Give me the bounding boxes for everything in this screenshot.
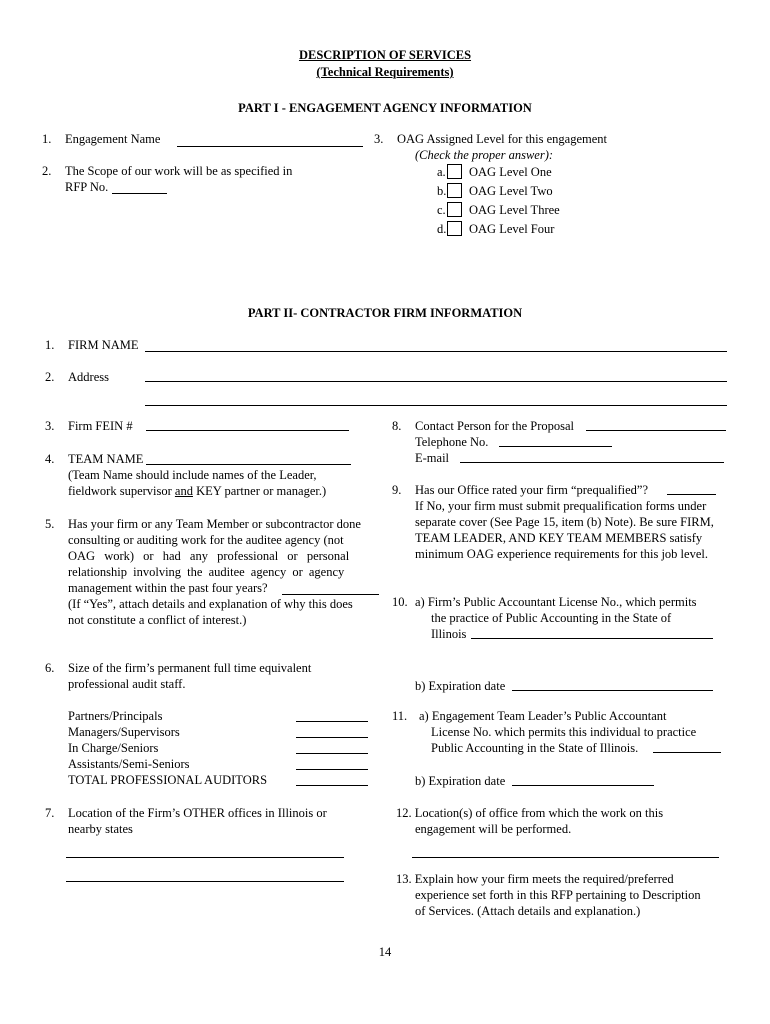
page-subtitle: (Technical Requirements) [316, 65, 454, 79]
contact-person-label: Contact Person for the Proposal [415, 419, 575, 433]
staff-row-label: Managers/Supervisors [68, 725, 180, 739]
level-four-checkbox[interactable] [447, 221, 462, 236]
q9-number: 9. [392, 483, 402, 497]
q10-number: 10. [392, 595, 408, 609]
level-one-checkbox[interactable] [447, 164, 462, 179]
option-c-letter: c. [437, 203, 446, 217]
team-number: 4. [45, 452, 55, 466]
q5-line: Has your firm or any Team Member or subcontractor done [68, 517, 361, 531]
option-d-label: OAG Level Four [469, 222, 555, 236]
prequalified-answer-field[interactable] [667, 494, 716, 495]
q2-line2: RFP No. [65, 180, 109, 194]
fein-label: Firm FEIN # [68, 419, 133, 433]
option-c-label: OAG Level Three [469, 203, 560, 217]
part2-heading: PART II- CONTRACTOR FIRM INFORMATION [247, 306, 523, 320]
q3-number: 3. [374, 132, 384, 146]
q10-line1: a) Firm’s Public Accountant License No., which permits [415, 595, 697, 609]
q9-line1: Has our Office rated your firm “prequalified”? [415, 483, 648, 497]
team-note-line2: fieldwork supervisor and KEY partner or manager.) [68, 484, 327, 498]
q5-line: (If “Yes”, attach details and explanation of why this does [68, 597, 353, 611]
telephone-label: Telephone No. [415, 435, 489, 449]
rfp-number-field[interactable] [112, 193, 167, 194]
fein-field[interactable] [146, 430, 349, 431]
q8-number: 8. [392, 419, 402, 433]
contact-person-field[interactable] [586, 430, 726, 431]
q12-line2: engagement will be performed. [415, 822, 572, 836]
address-number: 2. [45, 370, 55, 384]
q11-line3: Public Accounting in the State of Illinois. [431, 741, 639, 755]
work-office-location-field[interactable] [412, 857, 719, 858]
staff-count-field[interactable] [296, 753, 368, 754]
q5-line: not constitute a conflict of interest.) [68, 613, 247, 627]
firm-name-field[interactable] [145, 351, 727, 352]
option-b-letter: b. [437, 184, 447, 198]
firm-name-number: 1. [45, 338, 55, 352]
q7-line2: nearby states [68, 822, 133, 836]
level-two-checkbox[interactable] [447, 183, 462, 198]
q13-line3: of Services. (Attach details and explanation.) [415, 904, 641, 918]
email-label: E-mail [415, 451, 450, 465]
q5-line: consulting or auditing work for the auditee agency (not [68, 533, 344, 547]
leader-license-expiration-field[interactable] [512, 785, 654, 786]
fein-number: 3. [45, 419, 55, 433]
q10-expiration-label: b) Expiration date [415, 679, 506, 693]
staff-row-label: In Charge/Seniors [68, 741, 159, 755]
q2-line1: The Scope of our work will be as specified in [65, 164, 293, 178]
q5-line: OAG work) or had any professional or personal [68, 549, 350, 563]
leader-license-field[interactable] [653, 752, 721, 753]
firm-name-label: FIRM NAME [68, 338, 139, 352]
q9-line: TEAM LEADER, AND KEY TEAM MEMBERS satisfy [415, 531, 703, 545]
staff-row-label: Partners/Principals [68, 709, 163, 723]
q10-line2: the practice of Public Accounting in the State of [431, 611, 672, 625]
q11-line1: a) Engagement Team Leader’s Public Accountant [419, 709, 667, 723]
address-field-line2[interactable] [145, 405, 727, 406]
address-field-line1[interactable] [145, 381, 727, 382]
option-d-letter: d. [437, 222, 447, 236]
address-label: Address [68, 370, 109, 384]
option-a-letter: a. [437, 165, 446, 179]
q13-line1: 13. Explain how your firm meets the required/preferred [396, 872, 674, 886]
q10-line3: Illinois [431, 627, 467, 641]
firm-license-field[interactable] [471, 638, 713, 639]
q11-expiration-label: b) Expiration date [415, 774, 506, 788]
staff-count-field[interactable] [296, 737, 368, 738]
other-offices-field-line1[interactable] [66, 857, 344, 858]
option-b-label: OAG Level Two [469, 184, 553, 198]
q5-line: management within the past four years? [68, 581, 268, 595]
option-a-label: OAG Level One [469, 165, 552, 179]
q3-note: (Check the proper answer): [415, 148, 554, 162]
q5-line: relationship involving the auditee agency or agency [68, 565, 345, 579]
q3-label: OAG Assigned Level for this engagement [397, 132, 608, 146]
telephone-field[interactable] [499, 446, 612, 447]
staff-row-label: TOTAL PROFESSIONAL AUDITORS [68, 773, 268, 787]
staff-count-field[interactable] [296, 769, 368, 770]
q9-line: separate cover (See Page 15, item (b) Note). Be sure FIRM, [415, 515, 714, 529]
q6-line2: professional audit staff. [68, 677, 186, 691]
staff-count-field[interactable] [296, 721, 368, 722]
q7-number: 7. [45, 806, 55, 820]
q5-number: 5. [45, 517, 55, 531]
q7-line1: Location of the Firm’s OTHER offices in Illinois or [68, 806, 327, 820]
q13-line2: experience set forth in this RFP pertaining to Description [415, 888, 701, 902]
team-label: TEAM NAME [68, 452, 144, 466]
q6-number: 6. [45, 661, 55, 675]
q2-number: 2. [42, 164, 52, 178]
q9-line: If No, your firm must submit prequalification forms under [415, 499, 707, 513]
other-offices-field-line2[interactable] [66, 881, 344, 882]
firm-license-expiration-field[interactable] [512, 690, 713, 691]
q1-number: 1. [42, 132, 52, 146]
q11-number: 11. [392, 709, 408, 723]
q12-line1: 12. Location(s) of office from which the work on this [396, 806, 664, 820]
page-number: 14 [378, 945, 392, 959]
page-title: DESCRIPTION OF SERVICES [298, 48, 472, 62]
q1-label: Engagement Name [65, 132, 161, 146]
engagement-name-field[interactable] [177, 146, 363, 147]
q6-line1: Size of the firm’s permanent full time equivalent [68, 661, 312, 675]
q9-line: minimum OAG experience requirements for this job level. [415, 547, 708, 561]
level-three-checkbox[interactable] [447, 202, 462, 217]
q5-answer-field[interactable] [282, 594, 379, 595]
part1-heading: PART I - ENGAGEMENT AGENCY INFORMATION [238, 101, 532, 115]
email-field[interactable] [460, 462, 724, 463]
team-note-line1: (Team Name should include names of the Leader, [68, 468, 317, 482]
team-name-field[interactable] [146, 464, 351, 465]
staff-row-label: Assistants/Semi-Seniors [68, 757, 190, 771]
staff-count-field[interactable] [296, 785, 368, 786]
q11-line2: License No. which permits this individual to practice [431, 725, 697, 739]
